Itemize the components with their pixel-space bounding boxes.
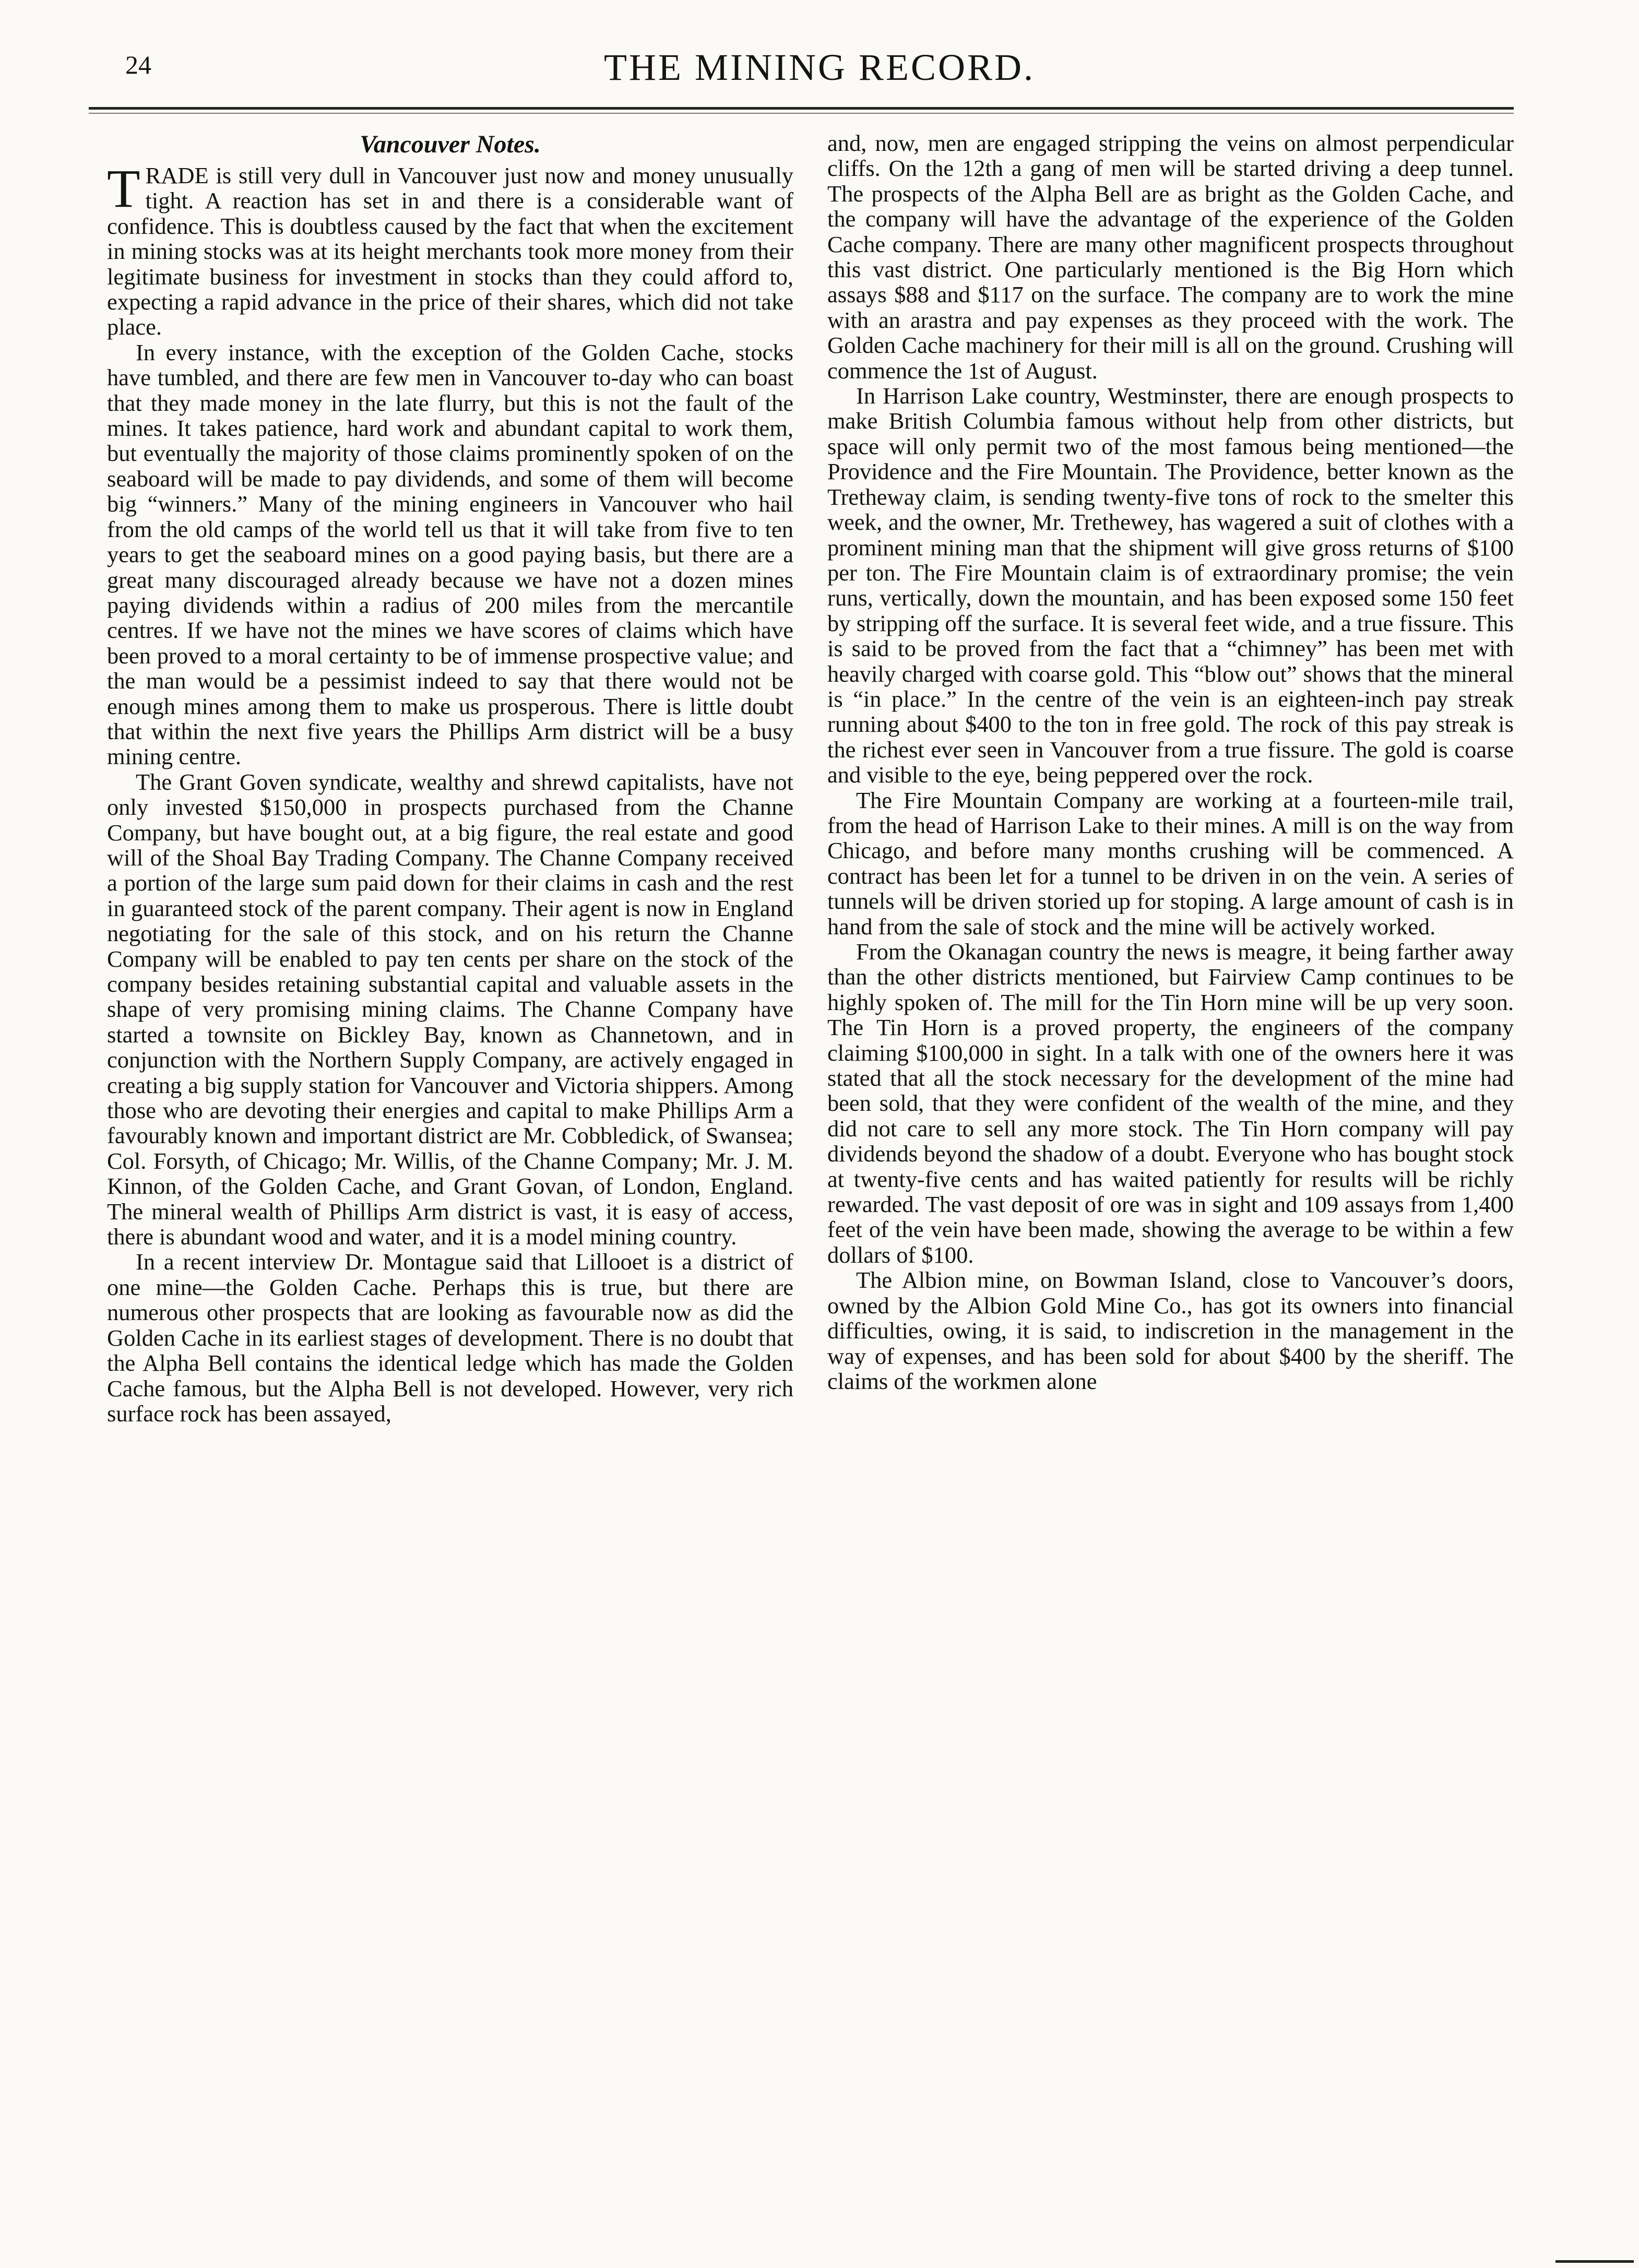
paragraph-9: The Albion mine, on Bowman Island, close to Vancouver’s doors, owned by the Albion Gold Mine Co., has got its owners into financial difficulties, owing, it is said, to indiscretion in the management in the way of expenses, and has been sold for about $400 by the sheriff. The claims of the workmen alone [827, 1267, 1514, 1394]
paragraph-1 [107, 159, 793, 340]
paragraph-2: In every instance, with the exception of the Golden Cache, stocks have tumbled, and there are few men in Vancouver to-day who can boast that they made money in the late flurry, but this is not the fault of the mines. It takes patience, hard work and abundant capital to work them, but eventually the majority of those claims prominently spoken of on the seaboard will be made to pay dividends, and some of them will become big “winners.” Many of the mining engineers in Vancouver who hail from the old camps of the world tell us that it will take from five to ten years to get the seaboard mines on a good paying basis, but there are a great many discouraged already because we have not a dozen mines paying dividends within a radius of 200 miles from the mercantile centres. If we have not the mines we have scores of claims which have been proved to a moral certainty to be of immense prospective value; and the man would be a pessimist indeed to say that there would not be enough mines among them to make us prosperous. There is little doubt that within the next five years the Phillips Arm district will be a busy mining centre. [107, 339, 793, 770]
left-column [107, 130, 793, 1426]
running-head: THE MINING RECORD. [604, 46, 1035, 88]
paragraph-6: In Harrison Lake country, Westminster, there are enough prospects to make British Columbia famous without help from other districts, but space will only permit two of the most famous being mentioned—the Providence and the Fire Mountain. The Providence, better known as the Tretheway claim, is sending twenty-five tons of rock to the smelter this week, and the owner, Mr. Trethewey, has wagered a suit of clothes with a prominent mining man that the shipment will give gross returns of $100 per ton. The Fire Mountain claim is of extraordinary promise; the vein runs, vertically, down the mountain, and has been exposed some 150 feet by stripping off the surface. It is several feet wide, and a true fissure. This is said to be proved from the fact that a “chimney” has been met with heavily charged with coarse gold. This “blow out” shows that the mineral is “in place.” In the centre of the vein is an eighteen-inch pay streak running about $400 to the ton in free gold. The rock of this pay streak is the richest ever seen in Vancouver from a true fissure. The gold is coarse and visible to the eye, being peppered over the rock. [827, 383, 1514, 788]
header-rule [89, 107, 1514, 114]
paragraph-8: From the Okanagan country the news is meagre, it being farther away than the other districts mentioned, but Fairview Camp continues to be highly spoken of. The mill for the Tin Horn mine will be up very soon. The Tin Horn is a proved property, the engineers of the company claiming $100,000 in sight. In a talk with one of the owners here it was stated that all the stock necessary for the development of the mine had been sold, that they were confident of the wealth of the mine, and they did not care to sell any more stock. The Tin Horn company will pay dividends beyond the shadow of a doubt. Everyone who has bought stock at twenty-five cents and has waited patiently for results will be richly rewarded. The vast deposit of ore was in sight and 109 assays from 1,400 feet of the vein have been made, showing the average to be within a few dollars of $100. [827, 939, 1514, 1268]
paragraph-1-text: RADE is still very dull in Vancouver just now and money unusually tight. A reaction has set in and there is a considerable want of confidence. This is doubtless caused by the fact that when the excitement in mining stocks was at its height merchants took more money from their legitimate business for investment in stocks than they could afford to, expecting a rapid advance in the price of their shares, which did not take place. [107, 162, 793, 340]
footer-rule [1555, 2260, 1634, 2263]
paragraph-7: The Fire Mountain Company are working at a fourteen-mile trail, from the head of Harrison Lake to their mines. A mill is on the way from Chicago, and before many months crushing will be commenced. A contract has been let for a tunnel to be driven in on the vein. A series of tunnels will be driven storied up for stoping. A large amount of cash is in hand from the sale of stock and the mine will be actively worked. [827, 787, 1514, 940]
right-column [827, 130, 1514, 1394]
paragraph-5-continued: and, now, men are engaged stripping the veins on almost perpendicular cliffs. On the 12th a gang of men will be started driving a deep tunnel. The prospects of the Alpha Bell are as bright as the Golden Cache, and the company will have the advantage of the experience of the Golden Cache company. There are many other magnificent prospects throughout this vast district. One particularly mentioned is the Big Horn which assays $88 and $117 on the surface. The company are to work the mine with an arastra and pay expenses as they proceed with the work. The Golden Cache machinery for their mill is all on the ground. Crushing will commence the 1st of August. [827, 130, 1514, 384]
paragraph-4: In a recent interview Dr. Montague said that Lillooet is a district of one mine—the Golden Cache. Perhaps this is true, but there are numerous other prospects that are looking as favourable now as did the Golden Cache in its earliest stages of development. There is no doubt that the Alpha Bell contains the identical ledge which has made the Golden Cache famous, but the Alpha Bell is not developed. However, very rich surface rock has been assayed, [107, 1249, 793, 1427]
article-title: Vancouver Notes. [360, 130, 541, 158]
paragraph-3: The Grant Goven syndicate, wealthy and shrewd capitalists, have not only invested $150,000 in prospects purchased from the Channe Company, but have bought out, at a big figure, the real estate and good will of the Shoal Bay Trading Company. The Channe Company received a portion of the large sum paid down for their claims in cash and the rest in guaranteed stock of the parent company. Their agent is now in England negotiating for the sale of this stock, and on his return the Channe Company will be enabled to pay ten cents per share on the stock of the company besides retaining substantial capital and valuable assets in the shape of very promising mining claims. The Channe Company have started a townsite on Bickley Bay, known as Channetown, and in conjunction with the Northern Supply Company, are actively engaged in creating a big supply station for Vancouver and Victoria shippers. Among those who are devoting their energies and capital to make Phillips Arm a favourably known and important district are Mr. Cobbledick, of Swansea; Col. Forsyth, of Chicago; Mr. Willis, of the Channe Company; Mr. J. M. Kinnon, of the Golden Cache, and Grant Govan, of London, England. The mineral wealth of Phillips Arm district is vast, it is easy of access, there is abundant wood and water, and it is a model mining country. [107, 768, 793, 1250]
dropcap-letter: T [107, 159, 140, 219]
page-number: 24 [125, 50, 151, 79]
